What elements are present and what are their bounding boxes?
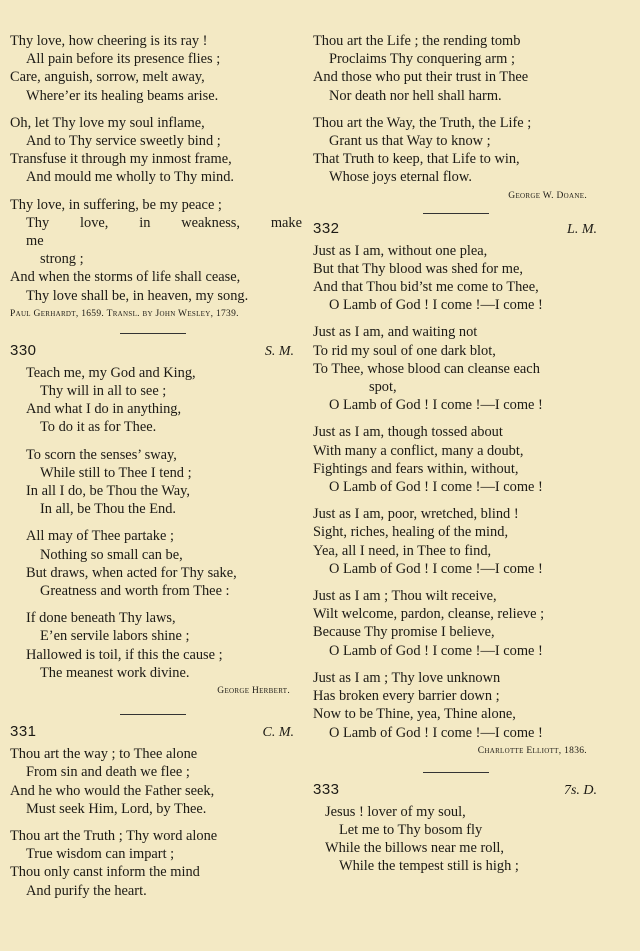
verse-line: And to Thy service sweetly bind ; — [26, 133, 221, 150]
verse-line: Hallowed is toil, if this the cause ; — [26, 646, 223, 663]
verse-line: Just as I am, without one plea, — [313, 242, 488, 259]
verse-line: That Truth to keep, that Life to win, — [313, 151, 520, 168]
verse-line: And that Thou bid’st me come to Thee, — [313, 279, 539, 296]
verse-line: Thou art the Truth ; Thy word alone — [10, 827, 218, 844]
verse-line: If done beneath Thy laws, — [26, 610, 176, 627]
verse-line: And he who would the Father seek, — [10, 782, 215, 799]
hymn-header — [313, 220, 605, 238]
verse-line: And when the storms of life shall cease, — [10, 269, 241, 286]
verse-line: Grant us that Way to know ; — [329, 133, 491, 150]
verse-line: Whose joys eternal flow. — [329, 169, 472, 186]
divider-rule — [120, 714, 186, 715]
verse-line: Thou art the way ; to Thee alone — [10, 746, 198, 763]
verse-line: Yea, all I need, in Thee to find, — [313, 542, 492, 559]
verse-line: Where’er its healing beams arise. — [26, 87, 219, 104]
verse-line: spot, — [369, 379, 397, 396]
verse-line: O Lamb of God ! I come !—I come ! — [329, 297, 543, 314]
verse-line: With many a conflict, many a doubt, — [313, 442, 524, 459]
verse-line: Because Thy promise I believe, — [313, 624, 495, 641]
verse-line: Greatness and worth from Thee : — [40, 583, 230, 600]
stanza — [313, 423, 605, 496]
hymn-number: 333 — [313, 780, 340, 798]
verse-line: Thy love, how cheering is its ray ! — [10, 33, 208, 49]
verse-line: Thy love, in weakness, make me — [26, 214, 302, 250]
verse-line: While the tempest still is high ; — [339, 858, 519, 875]
stanza — [313, 242, 605, 315]
verse-line: Wilt welcome, pardon, cleanse, relieve ; — [313, 606, 545, 623]
hymn-number: 332 — [313, 219, 340, 237]
stanza — [10, 609, 302, 682]
author-attribution: Paul Gerhardt, 1659. Transl. by John Wesley, 1739. — [10, 308, 239, 319]
stanza — [10, 827, 302, 900]
verse-line: In all I do, be Thou the Way, — [26, 483, 191, 500]
divider-rule — [423, 213, 489, 214]
stanza — [313, 114, 605, 187]
right-column — [313, 32, 605, 885]
verse-line: And those who put their trust in Thee — [313, 69, 529, 86]
verse-line: O Lamb of God ! I come !—I come ! — [329, 397, 543, 414]
stanza — [313, 587, 605, 660]
hymn-header — [10, 342, 302, 360]
verse-line: strong ; — [40, 251, 84, 268]
verse-line: O Lamb of God ! I come !—I come ! — [329, 642, 543, 659]
hymn-meter: S. M. — [264, 343, 294, 359]
verse-line: Now to be Thine, yea, Thine alone, — [313, 706, 516, 723]
verse-line: O Lamb of God ! I come !—I come ! — [329, 479, 543, 496]
stanza — [10, 32, 302, 105]
hymn-header — [10, 723, 302, 741]
verse-line: But that Thy blood was shed for me, — [313, 260, 523, 277]
stanza — [313, 323, 605, 414]
verse-line: Thou only canst inform the mind — [10, 864, 200, 881]
hymn-meter: L. M. — [567, 221, 597, 237]
verse-line: But draws, when acted for Thy sake, — [26, 564, 237, 581]
verse-line: Nor death nor hell shall harm. — [329, 87, 502, 104]
verse-line: In all, be Thou the End. — [40, 501, 177, 518]
verse-line: To do it as for Thee. — [40, 419, 157, 436]
verse-line: E’en servile labors shine ; — [40, 628, 190, 645]
stanza — [313, 803, 605, 876]
verse-line: And what I do in anything, — [26, 401, 182, 418]
verse-line: Let me to Thy bosom fly — [339, 821, 483, 838]
verse-line: Proclaims Thy conquering arm ; — [329, 51, 515, 68]
hymn-number: 330 — [10, 341, 37, 359]
verse-line: Thou art the Life ; the rending tomb — [313, 33, 521, 49]
verse-line: Just as I am, poor, wretched, blind ! — [313, 506, 519, 523]
hymn-meter: C. M. — [262, 725, 294, 741]
verse-line: True wisdom can impart ; — [26, 846, 175, 863]
verse-line: While the billows near me roll, — [325, 840, 505, 857]
stanza — [313, 505, 605, 578]
verse-line: Nothing so small can be, — [40, 546, 183, 563]
verse-line: To scorn the senses’ sway, — [26, 446, 177, 463]
verse-line: From sin and death we flee ; — [26, 764, 190, 781]
stanza — [313, 669, 605, 742]
stanza — [10, 527, 302, 600]
author-attribution: George Herbert. — [217, 686, 290, 697]
verse-line: Sight, riches, healing of the mind, — [313, 524, 509, 541]
hymn-header — [313, 781, 605, 799]
hymn-meter: 7s. D. — [563, 782, 597, 798]
verse-line: Has broken every barrier down ; — [313, 688, 500, 705]
verse-line: To Thee, whose blood can cleanse each — [313, 360, 540, 377]
verse-line: Thy love, in suffering, be my peace ; — [10, 196, 222, 213]
verse-line: Just as I am, and waiting not — [313, 324, 478, 341]
verse-line: Thou art the Way, the Truth, the Life ; — [313, 114, 532, 131]
verse-line: O Lamb of God ! I come !—I come ! — [329, 560, 543, 577]
verse-line: O Lamb of God ! I come !—I come ! — [329, 724, 543, 741]
author-attribution: Charlotte Elliott, 1836. — [477, 745, 587, 756]
verse-line: All pain before its presence flies ; — [26, 51, 221, 68]
stanza — [10, 745, 302, 818]
verse-line: Transfuse it through my inmost frame, — [10, 151, 232, 168]
verse-line: All may of Thee partake ; — [26, 528, 174, 545]
verse-line: And purify the heart. — [26, 882, 147, 899]
left-column — [10, 32, 302, 909]
stanza — [10, 114, 302, 187]
verse-line: Just as I am ; Thy love unknown — [313, 669, 501, 686]
stanza — [313, 32, 605, 105]
verse-line: Thy love shall be, in heaven, my song. — [26, 287, 249, 304]
verse-line: Oh, let Thy love my soul inflame, — [10, 114, 205, 131]
divider-rule — [120, 333, 186, 334]
author-attribution: George W. Doane. — [508, 190, 587, 201]
verse-line: The meanest work divine. — [40, 664, 190, 681]
verse-line: Thy will in all to see ; — [40, 383, 167, 400]
verse-line: Just as I am, though tossed about — [313, 424, 503, 441]
verse-line: To rid my soul of one dark blot, — [313, 342, 496, 359]
verse-line: And mould me wholly to Thy mind. — [26, 169, 234, 186]
verse-line: Must seek Him, Lord, by Thee. — [26, 800, 207, 817]
verse-line: While still to Thee I tend ; — [40, 464, 192, 481]
stanza — [10, 196, 302, 305]
verse-line: Teach me, my God and King, — [26, 364, 196, 381]
hymn-number: 331 — [10, 723, 37, 741]
divider-rule — [423, 772, 489, 773]
stanza — [10, 364, 302, 437]
stanza — [10, 446, 302, 519]
verse-line: Care, anguish, sorrow, melt away, — [10, 69, 205, 86]
verse-line: Fightings and fears within, without, — [313, 460, 519, 477]
verse-line: Jesus ! lover of my soul, — [325, 803, 466, 820]
verse-line: Just as I am ; Thou wilt receive, — [313, 588, 497, 605]
